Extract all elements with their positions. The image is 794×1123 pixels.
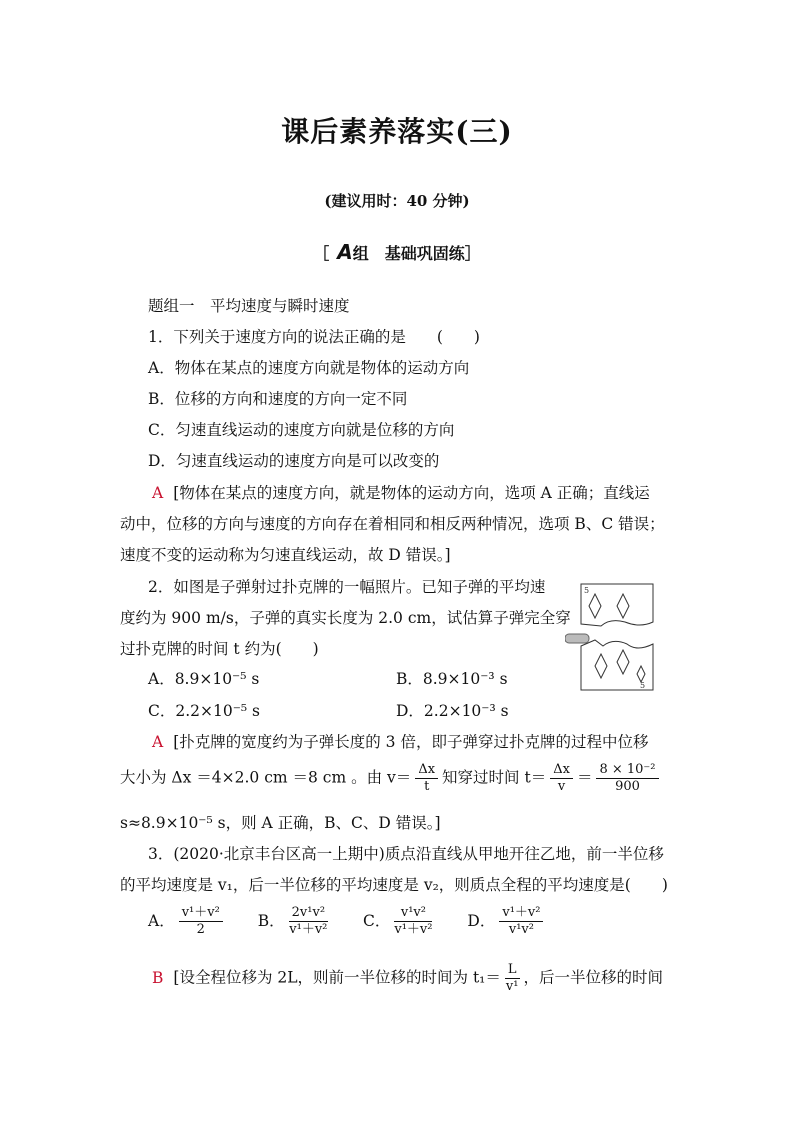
q2-answer: A xyxy=(152,733,164,751)
q1-explanation-3: 速度不变的运动称为匀速直线运动，故 D 错误。] xyxy=(120,546,451,564)
topic-heading: 题组一 平均速度与瞬时速度 xyxy=(148,297,350,315)
q1-option-b: B．位移的方向和速度的方向一定不同 xyxy=(148,390,408,408)
q2-explanation-3: s≈8.9×10⁻⁵ s，则 A 正确，B、C、D 错误。] xyxy=(120,814,441,832)
card-top xyxy=(581,584,653,626)
q2-stem-1: 2．如图是子弹射过扑克牌的一幅照片。已知子弹的平均速 xyxy=(148,578,546,596)
section-bracket-close: ］ xyxy=(464,244,481,263)
q3-explanation: B [设全程位移为 2L，则前一半位移的时间为 t₁＝ $\frac{L}{\text{v¹}}$ ，后一半位移的时间 xyxy=(152,962,664,994)
q3-option-c: C． $\frac{\text{v¹v²}}{\text{v¹＋v²}}$ xyxy=(362,905,433,937)
q3-stem-2: 的平均速度是 v₁，后一半位移的平均速度是 v₂，则质点全程的平均速度是( ) xyxy=(120,876,668,894)
diamond-icon xyxy=(589,594,601,618)
section-label: 组 基础巩固练 xyxy=(352,244,465,263)
q2-option-d: D．2.2×10⁻³ s xyxy=(396,702,509,720)
time-note: (建议用时：40 分钟) xyxy=(324,192,470,210)
q1-option-c: C．匀速直线运动的速度方向就是位移的方向 xyxy=(148,421,455,439)
q2-option-b: B．8.9×10⁻³ s xyxy=(396,670,508,688)
diamond-icon xyxy=(637,666,645,682)
fraction: $\frac{L}{\text{v¹}}$ xyxy=(505,962,519,994)
q2-explanation-1: A [扑克牌的宽度约为子弹长度的 3 倍，即子弹穿过扑克牌的过程中位移 xyxy=(152,733,649,751)
q3-option-d: D． $\frac{\text{v¹＋v²}}{\text{v¹v²}}$ xyxy=(467,912,547,930)
fraction: $\frac{\Delta x}{t}$ xyxy=(415,762,438,795)
q3-option-a: A． $\frac{\text{v¹＋v²}}{2}$ xyxy=(148,912,227,930)
section-bracket-open: ［ xyxy=(313,244,330,263)
diamond-icon xyxy=(595,654,607,678)
q3-options xyxy=(148,905,547,938)
diamond-icon xyxy=(617,650,629,674)
q2-option-c: C．2.2×10⁻⁵ s xyxy=(148,702,260,720)
q2-option-a: A．8.9×10⁻⁵ s xyxy=(148,670,260,688)
q1-explanation-2: 动中，位移的方向与速度的方向存在着相同和相反两种情况，选项 B、C 错误； xyxy=(120,515,665,533)
fraction: $\frac{\text{8 × 10⁻²}}{900}$ xyxy=(596,762,658,795)
q1-explanation-1: A [物体在某点的速度方向，就是物体的运动方向，选项 A 正确；直线运 xyxy=(152,484,650,502)
section-letter: A xyxy=(337,240,353,264)
q1-answer: A xyxy=(152,484,164,502)
playing-card-figure xyxy=(565,582,675,692)
fraction: $\frac{\Delta x}{v}$ xyxy=(550,762,573,795)
section-heading xyxy=(0,240,794,264)
q1-option-d: D．匀速直线运动的速度方向是可以改变的 xyxy=(148,452,440,470)
q3-stem-1: 3．(2020·北京丰台区高一上期中)质点沿直线从甲地开往乙地，前一半位移 xyxy=(148,845,664,863)
card-rank-top: 5 xyxy=(584,586,590,595)
q1-stem: 1．下列关于速度方向的说法正确的是 ( ) xyxy=(148,328,480,346)
q3-option-b: B． $\frac{\text{2v¹v²}}{\text{v¹＋v²}}$ xyxy=(257,905,328,937)
diamond-icon xyxy=(617,594,629,618)
q2-explanation-2: 大小为 Δx ＝4×2.0 cm ＝8 cm 。由 v＝ $\frac{\Delta x}{t}$ 知穿过时间 t＝ $\frac{\Delta x}{v}$ ＝ $\frac{\text{8 × 10⁻²}}{900}$ xyxy=(120,762,663,795)
q1-option-a: A．物体在某点的速度方向就是物体的运动方向 xyxy=(148,359,470,377)
page-title: 课后素养落实(三) xyxy=(281,115,513,148)
q3-answer: B xyxy=(152,968,164,987)
q2-stem-3: 过扑克牌的时间 t 约为( ) xyxy=(120,640,319,658)
card-rank-bottom: 5 xyxy=(640,681,646,690)
q2-stem-2: 度约为 900 m/s，子弹的真实长度为 2.0 cm，试估算子弹完全穿 xyxy=(120,609,571,627)
bullet-shape xyxy=(565,634,589,643)
